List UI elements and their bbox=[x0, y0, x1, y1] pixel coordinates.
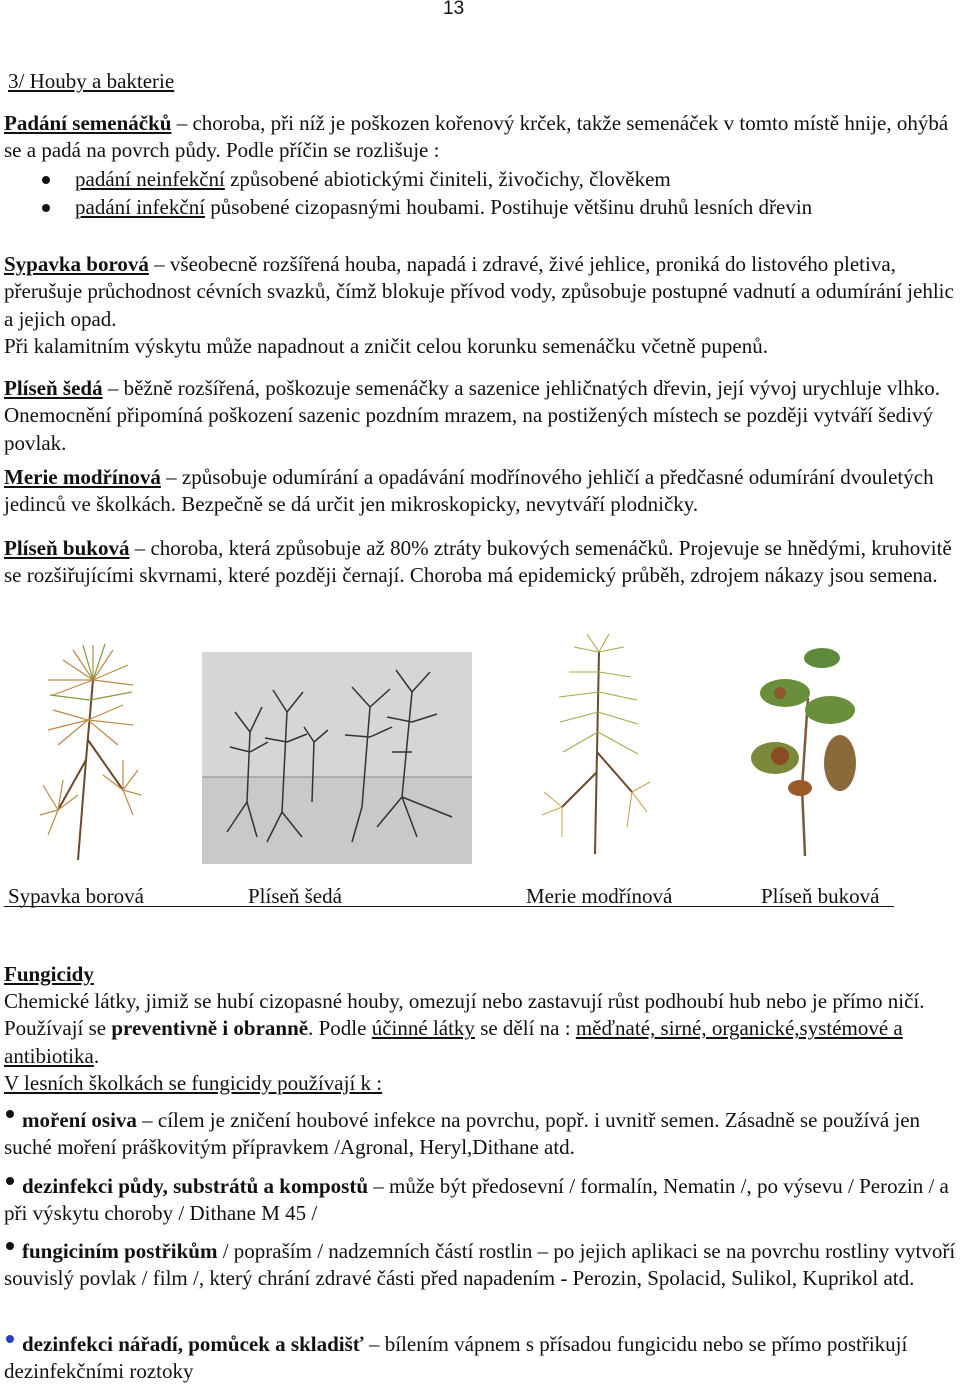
plisen-bukova-illustration bbox=[750, 638, 860, 858]
section-title: 3/ Houby a bakterie bbox=[8, 69, 175, 93]
sypavka-illustration bbox=[38, 640, 143, 862]
padani-paragraph: Padání semenáčků – choroba, při níž je poškozen kořenový krček, takže semenáček v tomto místě hnije, ohýbá se a padá na povrch půdy. Podle příčin se rozlišuje : bbox=[4, 111, 949, 163]
padani-term: Padání semenáčků bbox=[4, 111, 172, 135]
page-number: 13 bbox=[443, 0, 465, 19]
caption-sypavka: Sypavka borová bbox=[8, 884, 144, 908]
plisen-seda-illustration bbox=[202, 652, 472, 864]
fungicid-item: fungiciním postřikům / popraším / nadzemních částí rostlin – po jejich aplikaci se na povrchu rostliny vytvoří souvislý povlak / film /, který chrání zdravé části před napadením - Perozin, Spolacid, Sulikol, Kuprikol atd. bbox=[4, 1239, 956, 1291]
padani-item-1: padání neinfekční způsobené abiotickými činiteli, živočichy, člověkem bbox=[75, 167, 671, 191]
sypavka-paragraph: Sypavka borová – všeobecně rozšířená houba, napadá i zdravé, živé jehlice, proniká do listového pletiva, přerušuje průchodnost cévních svazků, čímž blokuje přívod vody, způsobuje postupné vadnutí a odumírání jehlic a jejich opad. Při kalamitním výskytu může napadnout a zničit celou korunku semenáčku včetně pupenů. bbox=[4, 252, 954, 358]
plisen-seda-paragraph: Plíseň šedá – běžně rozšířená, poškozuje semenáčky a sazenice jehličnatých dřevin, její vývoj urychluje vlhko. Onemocnění připomíná poškození sazenic pozdním mrazem, na postižených místech se později vytváří šedivý povlak. bbox=[4, 376, 940, 455]
fungicid-item: moření osiva – cílem je zničení houbové infekce na povrchu, popř. i uvnitř semen. Zásadně se používá jen suché moření práškovitým přípravkem /Agronal, Heryl,Dithane atd. bbox=[4, 1108, 921, 1160]
caption-merie: Merie modřínová bbox=[526, 884, 673, 908]
merie-paragraph: Merie modřínová – způsobuje odumírání a opadávání modřínového jehličí a předčasné odumírání dvouletých jedinců ve školkách. Bezpečně se dá určit jen mikroskopicky, nevytváří plodničky. bbox=[4, 465, 934, 517]
caption-plisen-seda: Plíseň šedá bbox=[248, 884, 342, 908]
fungicid-item: dezinfekci půdy, substrátů a kompostů – může být předosevní / formalín, Nematin /, po výsevu / Perozin / a při výskytu choroby / Dithane M 45 / bbox=[4, 1174, 949, 1226]
fungicid-item: dezinfekci nářadí, pomůcek a skladišť – bílením vápnem s přísadou fungicidu nebo se přímo postřikují dezinfekčními roztoky bbox=[4, 1332, 908, 1384]
bullet-icon bbox=[42, 204, 50, 212]
fungicidy-paragraph: Chemické látky, jimiž se hubí cizopasné houby, omezují nebo zastavují růst podhoubí hub nebo je přímo ničí. Používají se preventivně i obranně. Podle účinné látky se dělí na : měďnaté, sirné, organické,systémové a antibiotika. V lesních školkách se fungicidy používají k : bbox=[4, 989, 925, 1095]
caption-plisen-bukova: Plíseň buková bbox=[761, 884, 880, 908]
fungicidy-heading: Fungicidy bbox=[4, 962, 94, 986]
bullet-icon bbox=[42, 176, 50, 184]
plisen-bukova-paragraph: Plíseň buková – choroba, která způsobuje až 80% ztráty bukových semenáčků. Projevuje se hnědými, kruhovitě se rozšiřujícími skvrnami, které později černají. Choroba má epidemický průběh, zdrojem nákazy jsou semena. bbox=[4, 536, 952, 588]
padani-item-2: padání infekční působené cizopasnými houbami. Postihuje většinu druhů lesních dřevin bbox=[75, 195, 813, 219]
merie-illustration bbox=[537, 632, 657, 857]
